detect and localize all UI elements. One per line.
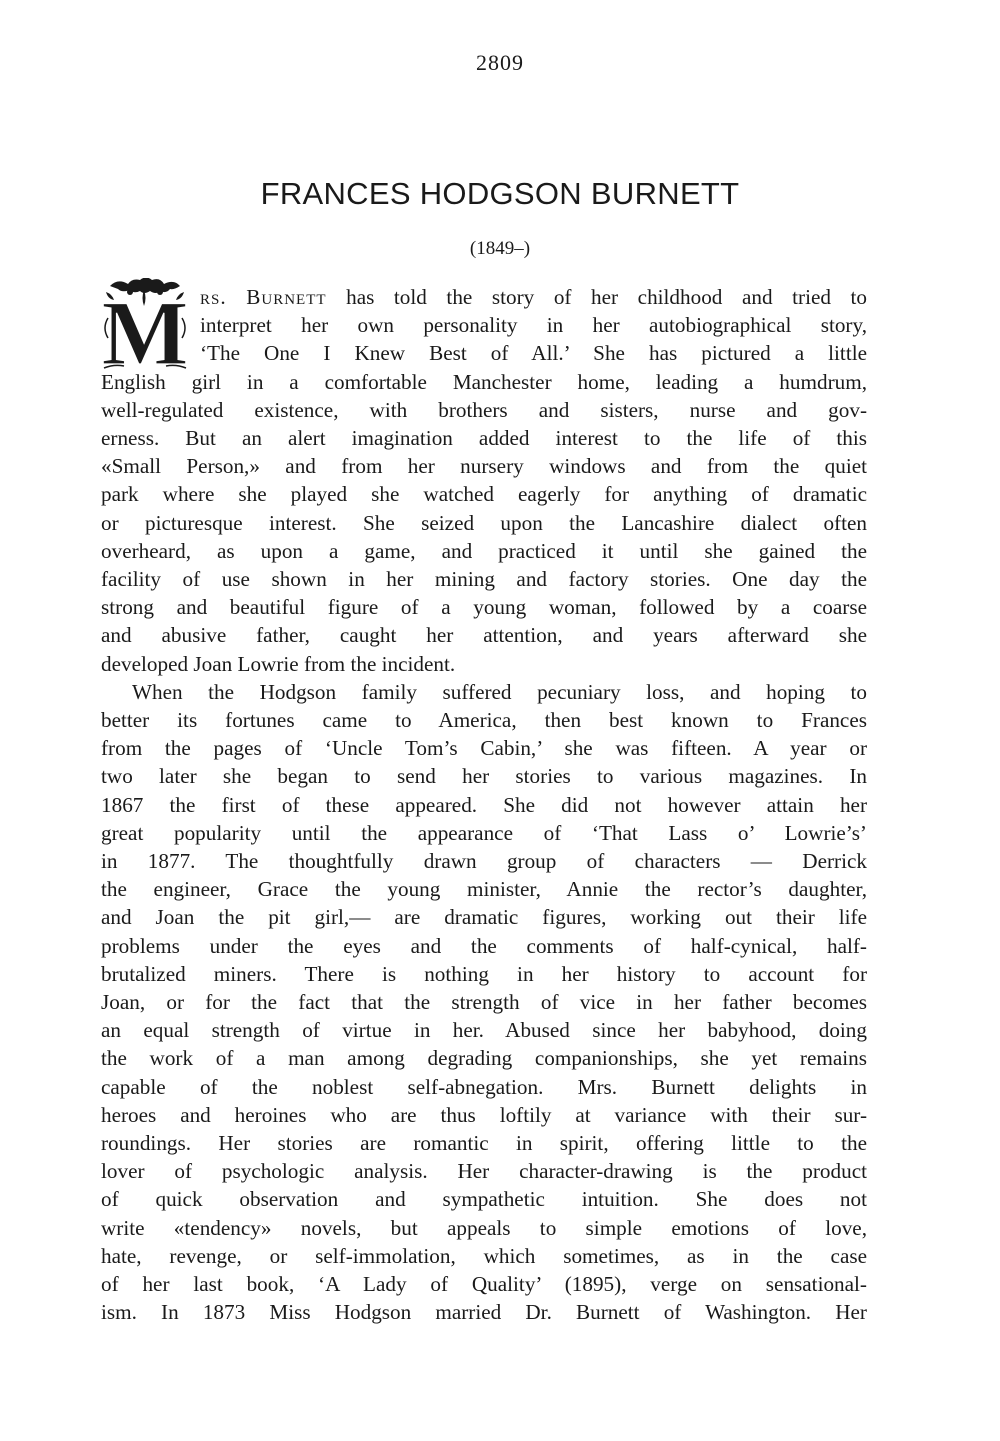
page-number: 2809 bbox=[476, 50, 524, 75]
paragraph-1-line: ‘The One I Knew Best of All.’ She has pictured a little bbox=[200, 341, 867, 366]
paragraph-1-line: strong and beautiful figure of a young woman, followed by a coarse bbox=[101, 595, 867, 620]
paragraph-1-line: park where she played she watched eagerly for anything of dramatic bbox=[101, 482, 867, 507]
paragraph-2-line: hate, revenge, or self-immolation, which sometimes, as in the case bbox=[101, 1243, 867, 1268]
paragraph-2-line: roundings. Her stories are romantic in spirit, offering little to the bbox=[101, 1131, 867, 1155]
paragraph-1-line: English girl in a comfortable Manchester home, leading a humdrum, bbox=[101, 369, 867, 394]
paragraph-2-line: and Joan the pit girl,— are dramatic figures, working out their life bbox=[101, 905, 867, 930]
paragraph-2-line: brutalized miners. There is nothing in her history to account for bbox=[101, 961, 867, 986]
first-line bbox=[200, 283, 867, 311]
paragraph-2-line: in 1877. The thoughtfully drawn group of characters — Derrick bbox=[101, 849, 867, 873]
paragraph-2-line: write «tendency» novels, but appeals to simple emotions of love, bbox=[101, 1215, 867, 1240]
paragraph-2-line: of quick observation and sympathetic intuition. She does not bbox=[101, 1187, 867, 1212]
paragraph-1-line: «Small Person,» and from her nursery windows and from the quiet bbox=[101, 454, 867, 479]
paragraph-1-line: developed Joan Lowrie from the incident. bbox=[101, 651, 456, 676]
author-name-smallcaps: Burnett bbox=[246, 285, 327, 309]
paragraph-2-line: two later she began to send her stories to various magazines. In bbox=[101, 764, 867, 789]
paragraph-2-line: an equal strength of virtue in her. Abused since her babyhood, doing bbox=[101, 1018, 867, 1043]
paragraph-1-line: overheard, as upon a game, and practiced it until she gained the bbox=[101, 538, 867, 563]
paragraph-2-line: capable of the noblest self-abnegation. Mrs. Burnett delights in bbox=[101, 1074, 867, 1099]
paragraph-2-line: the work of a man among degrading companionships, she yet remains bbox=[101, 1046, 867, 1071]
dropcap-letter: M bbox=[101, 282, 189, 370]
dropcap-continuation: rs. bbox=[200, 285, 227, 309]
paragraph-2-line: from the pages of ‘Uncle Tom’s Cabin,’ she was fifteen. A year or bbox=[101, 736, 867, 761]
ornamental-dropcap-m bbox=[100, 278, 190, 370]
paragraph-2-line: better its fortunes came to America, then best known to Frances bbox=[101, 708, 867, 732]
paragraph-2-line: When the Hodgson family suffered pecuniary loss, and hoping to bbox=[132, 679, 867, 704]
paragraph-2-line: great popularity until the appearance of ‘That Lass o’ Lowrie’s’ bbox=[101, 820, 867, 845]
page-title: FRANCES HODGSON BURNETT bbox=[260, 176, 740, 211]
paragraph-2-line: Joan, or for the fact that the strength of vice in her father becomes bbox=[101, 990, 867, 1014]
paragraph-2-line: lover of psychologic analysis. Her character-drawing is the product bbox=[101, 1159, 867, 1184]
paragraph-2-line: heroes and heroines who are thus loftily at variance with their sur- bbox=[101, 1102, 867, 1127]
paragraph-1-line: and abusive father, caught her attention, and years afterward she bbox=[101, 623, 867, 648]
paragraph-1-line: or picturesque interest. She seized upon the Lancashire dialect often bbox=[101, 510, 867, 535]
first-line-text: has told the story of her childhood and tried to bbox=[326, 285, 868, 309]
paragraph-1-line: interpret her own personality in her autobiographical story, bbox=[200, 313, 867, 338]
paragraph-2-line: 1867 the first of these appeared. She did not however attain her bbox=[101, 792, 867, 817]
paragraph-1-line: erness. But an alert imagination added interest to the life of this bbox=[101, 426, 867, 450]
paragraph-2-line: problems under the eyes and the comments of half-cynical, half- bbox=[101, 933, 867, 958]
paragraph-2-line: ism. In 1873 Miss Hodgson married Dr. Burnett of Washington. Her bbox=[101, 1300, 867, 1325]
author-dates: (1849–) bbox=[469, 238, 531, 259]
paragraph-1-line: well-regulated existence, with brothers and sisters, nurse and gov- bbox=[101, 397, 867, 422]
paragraph-1-line: facility of use shown in her mining and factory stories. One day the bbox=[101, 567, 867, 591]
paragraph-2-line: the engineer, Grace the young minister, Annie the rector’s daughter, bbox=[101, 877, 867, 902]
paragraph-2-line: of her last book, ‘A Lady of Quality’ (1895), verge on sensational- bbox=[101, 1272, 867, 1296]
